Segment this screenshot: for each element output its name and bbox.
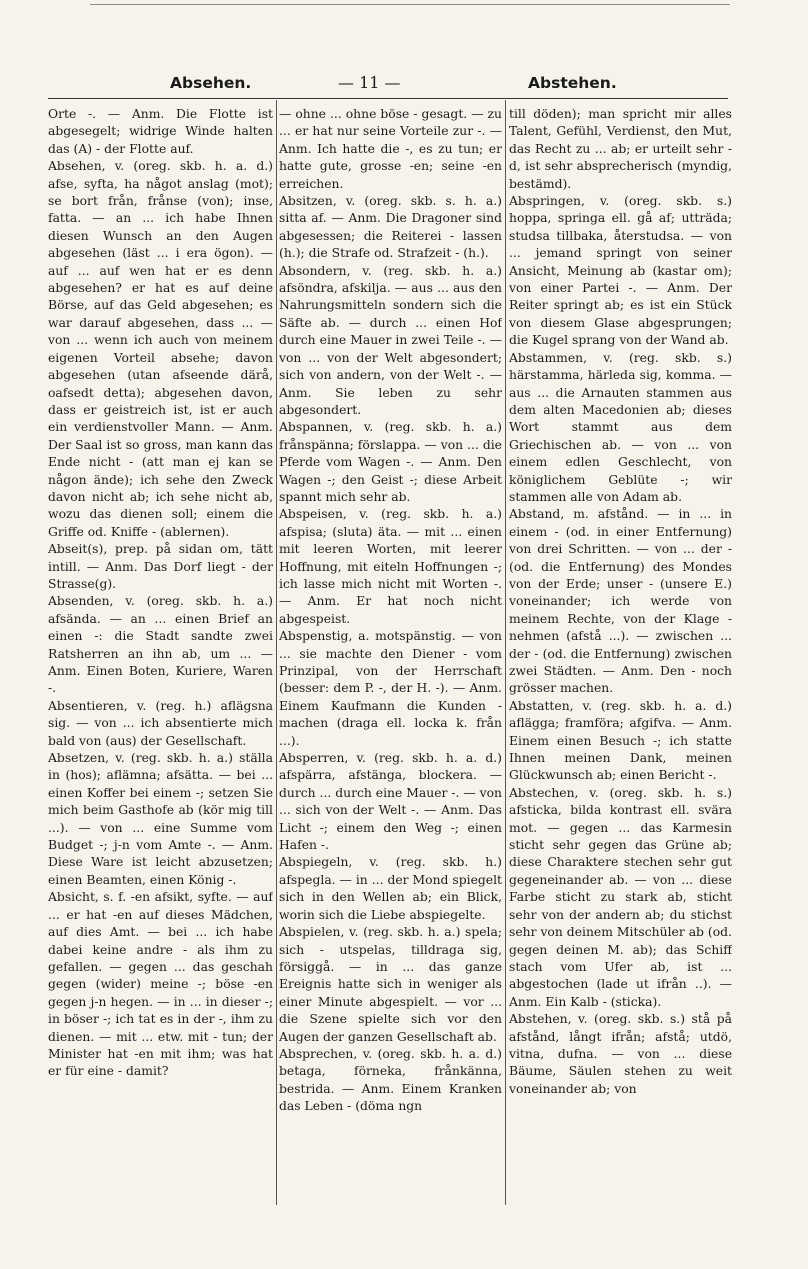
page-number: — 11 — [338, 73, 401, 92]
entry-abseits: Abseit(s), prep. på sidan om, tätt intill. — Anm. Das Dorf liegt - der Strasse(g). [48, 542, 273, 591]
entry-absehen: Absehen, v. (oreg. skb. h. a. d.) afse, syfta, ha något anslag (mot); se bort från, frånse (von); inse, fatta. — an ... ich habe Ihnen diesen Wunsch an den Augen abgesehen (läst ... i era ögon). — auf ... auf wen hat er es denn abgesehen? er hat es auf deine Börse, auf das Geld abgesehen; es war darauf abgesehen, dass ... — von ... wenn ich auch von meinem eigenen Vorteil absehe; davon abgesehen (utan afseende därå, oafsedt detta); abgesehen davon, dass er geistreich ist, ist er auch ein verdienstvoller Mann. — Anm. Der Saal ist so gross, man kann das Ende nicht - (att man ej kan se någon ände); ich sehe den Zweck davon nicht ab; ich sehe nicht ab, wozu das dienen soll; einem die Griffe od. Kniffe - (ablernen). [48, 159, 273, 539]
entry-text: Orte -. — Anm. Die Flotte ist abgesegelt; widrige Winde halten das (A) - der Flotte auf. [48, 107, 273, 156]
entry-absitzen: Absitzen, v. (oreg. skb. s. h. a.) sitta af. — Anm. Die Dragoner sind abgesessen; die Reiterei - lassen (h.); die Strafe od. Strafzeit - (h.). [279, 194, 502, 261]
header-last-entry: Abstehen. [528, 74, 617, 92]
header-first-entry: Absehen. [170, 74, 252, 92]
entry-absentieren: Absentieren, v. (reg. h.) aflägsna sig. — von ... ich absentierte mich bald von (aus) der Gesellschaft. [48, 698, 273, 748]
entry-abspenstig: Abspenstig, a. motspänstig. — von ... sie machte den Diener - vom Prinzipal, von der Herrschaft (besser: dem P. -, der H. -). — Anm. Einem Kaufmann die Kunden - machen (draga ell. locka k. från ...). [279, 629, 502, 748]
entry-absperren: Absperren, v. (reg. skb. h. a. d.) afspärra, afstänga, blockera. — durch ... durch eine Mauer -. — von ... sich von der Welt -. — Anm. Das Licht -; einem den Weg -; einen Hafen -. [279, 751, 502, 853]
entry-abstatten: Abstatten, v. (reg. skb. h. a. d.) aflägga; framföra; afgifva. — Anm. Einem einen Besuch -; ich statte Ihnen meinen Dank, meinen Glückwunsch ab; einen Bericht -. [509, 698, 732, 783]
column-1 [48, 106, 273, 1206]
entry-absenden: Absenden, v. (oreg. skb. h. a.) afsända. — an ... einen Brief an einen -: die Stadt sandte zwei Ratsherren an ihn ab, um ... — Anm. Einen Boten, Kuriere, Waren -. [48, 594, 273, 696]
entry-text: — ohne ... ohne böse - gesagt. — zu ... er hat nur seine Vorteile zur -. — Anm. Ich hatte die -, es zu tun; er hatte gute, grosse -en; seine -en erreichen. [279, 107, 502, 191]
entry-abstand: Abstand, m. afstånd. — in ... in einem - (od. in einer Entfernung) von drei Schritten. — von ... der - (od. die Entfernung) des Mondes von der Erde; unser - (unsere E.) voneinander; ich werde von meinem Rechte, von der Klage - nehmen (afstå ...). — zwischen ... der - (od. die Entfernung) zwischen zwei Städten. — Anm. Den - noch grösser machen. [509, 507, 732, 696]
entry-abspannen: Abspannen, v. (reg. skb. h. a.) frånspänna; förslappa. — von ... die Pferde vom Wagen -. — Anm. Den Wagen -; den Geist -; diese Arbeit spannt mich sehr ab. [279, 420, 502, 504]
entry-abspringen: Abspringen, v. (oreg. skb. s.) hoppa, springa ell. gå af; utträda; studsa tillbaka, återstudsa. — von ... jemand springt von seiner Ansicht, Meinung ab (kastar om); von einer Partei -. — Anm. Der Reiter springt ab; es ist ein Stück von diesem Glase abgesprungen; die Kugel sprang von der Wand ab. [509, 194, 732, 348]
column-3 [509, 106, 732, 1206]
entry-abstammen: Abstammen, v. (reg. skb. s.) härstamma, härleda sig, komma. — aus ... die Arnauten stammen aus dem alten Macedonien ab; dieses Wort stammt aus dem Griechischen ab. — von ... von einem edlen Geschlecht, von königlichem Geblüte -; wir stammen alle von Adam ab. [509, 350, 732, 504]
entry-absetzen: Absetzen, v. (reg. skb. h. a.) ställa in (hos); aflämna; afsätta. — bei ... einen Koffer bei einem -; setzen Sie mich beim Gasthofe ab (kör mig till ...). — von ... eine Summe vom Budget -; j-n vom Amte -. — Anm. Diese Ware ist leicht abzusetzen; einen Beamten, einen König -. [48, 751, 273, 887]
entry-abspiegeln: Abspiegeln, v. (reg. skb. h.) afspegla. — in ... der Mond spiegelt sich in den Wellen ab; ein Blick, worin sich die Liebe abspiegelte. [279, 855, 502, 922]
top-edge-line [90, 4, 730, 5]
column-divider [276, 100, 277, 1205]
header-rule [48, 98, 728, 99]
entry-absprechen: Absprechen, v. (oreg. skb. h. a. d.) betaga, förneka, frånkänna, bestrida. — Anm. Einem Kranken das Leben - (döma ngn [279, 1046, 502, 1114]
entry-abspeisen: Abspeisen, v. (reg. skb. h. a.) afspisa; (sluta) äta. — mit ... einen mit leeren Worten, mit leerer Hoffnung, mit eiteln Hoffnungen -; ich lasse mich nicht mit Worten -. — Anm. Er hat noch nicht abgespeist. [279, 507, 502, 626]
page-header [110, 70, 732, 96]
entry-abspielen: Abspielen, v. (reg. skb. h. a.) spela; sich - utspelas, tilldraga sig, försiggå. — in ... das ganze Ereignis hatte sich in weniger als einer Minute abgespielt. — vor ... die Szene spielte sich vor den Augen der ganzen Gesellschaft ab. [279, 925, 502, 1044]
column-2 [279, 106, 502, 1206]
column-divider [505, 100, 506, 1205]
entry-abstehen: Abstehen, v. (oreg. skb. s.) stå på afstånd, långt ifrån; afstå; utdö, vitna, dufna. — von ... diese Bäume, Säulen stehen zu weit voneinander ab; von [509, 1012, 732, 1096]
entry-absicht: Absicht, s. f. -en afsikt, syfte. — auf ... er hat -en auf dieses Mädchen, auf dies Amt. — bei ... ich habe dabei keine andre - als ihm zu gefallen. — gegen ... das geschah gegen (wider) meine -; böse -en gegen j-n hegen. — in ... in dieser -; in böser -; ich tat es in der -, ihm zu dienen. — mit ... etw. mit - tun; der Minister hat -en mit ihm; was hat er für eine - damit? [48, 890, 273, 1079]
entry-text: till döden); man spricht mir alles Talent, Gefühl, Verdienst, den Mut, das Recht zu ... ab; er urteilt sehr -d, ist sehr absprecherisch (myndig, bestämd). [509, 107, 732, 191]
entry-absondern: Absondern, v. (reg. skb. h. a.) afsöndra, afskilja. — aus ... aus den Nahrungsmitteln sondern sich die Säfte ab. — durch ... einen Hof durch eine Mauer in zwei Teile -. — von ... von der Welt abgesondert; sich von andern, von der Welt -. — Anm. Sie leben zu sehr abgesondert. [279, 263, 502, 417]
entry-abstechen: Abstechen, v. (oreg. skb. h. s.) afsticka, bilda kontrast ell. svära mot. — gegen ... das Karmesin sticht sehr gegen das Grüne ab; diese Charaktere stechen sehr gut gegeneinander ab. — von ... diese Farbe sticht zu stark ab, sticht sehr von der andern ab; du stichst sehr von deinem Mitschüler ab (od. gegen deinen M. ab); das Schiff stach vom Ufer ab, ist ... abgestochen (lade ut ifrån ..). — Anm. Ein Kalb - (sticka). [509, 785, 732, 1009]
